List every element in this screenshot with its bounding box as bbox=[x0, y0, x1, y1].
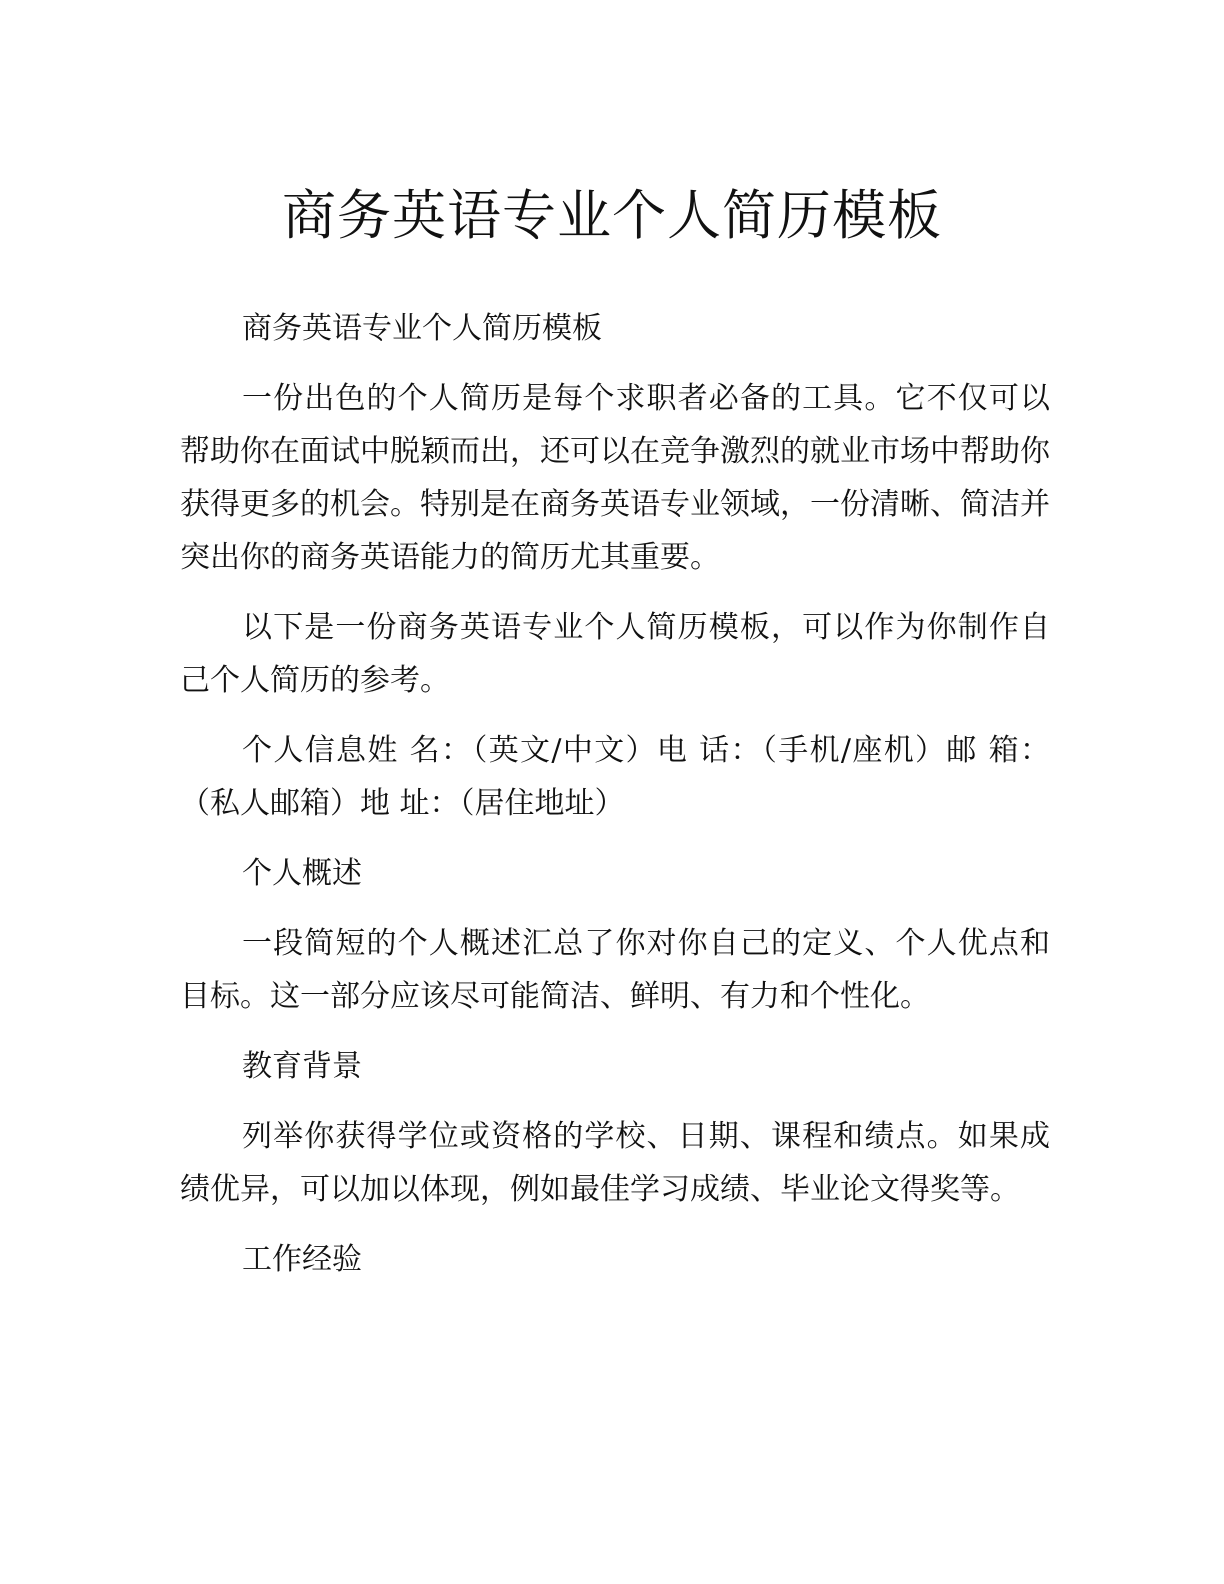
section-heading-summary: 个人概述 bbox=[242, 856, 362, 891]
personal-info-paragraph: 个人信息姓 名：（英文/中文）电 话：（手机/座机）邮 箱：（私人邮箱）地 址：（居住地址） bbox=[180, 733, 1050, 821]
summary-paragraph: 一段简短的个人概述汇总了你对你自己的定义、个人优点和目标。这一部分应该尽可能简洁、鲜明、有力和个性化。 bbox=[180, 926, 1050, 1014]
section-heading-education: 教育背景 bbox=[242, 1049, 362, 1084]
education-paragraph: 列举你获得学位或资格的学校、日期、课程和绩点。如果成绩优异，可以加以体现，例如最佳学习成绩、毕业论文得奖等。 bbox=[180, 1119, 1050, 1207]
template-note-paragraph: 以下是一份商务英语专业个人简历模板，可以作为你制作自己个人简历的参考。 bbox=[180, 610, 1050, 698]
document-title: 商务英语专业个人简历模板 bbox=[282, 184, 942, 247]
intro-paragraph: 一份出色的个人简历是每个求职者必备的工具。它不仅可以帮助你在面试中脱颖而出，还可以在竞争激烈的就业市场中帮助你获得更多的机会。特别是在商务英语专业领域，一份清晰、简洁并突出你的商务英语能力的简历尤其重要。 bbox=[180, 381, 1050, 575]
section-heading-experience: 工作经验 bbox=[242, 1242, 362, 1277]
subtitle-paragraph: 商务英语专业个人简历模板 bbox=[242, 311, 602, 346]
document-body bbox=[180, 302, 1050, 1303]
